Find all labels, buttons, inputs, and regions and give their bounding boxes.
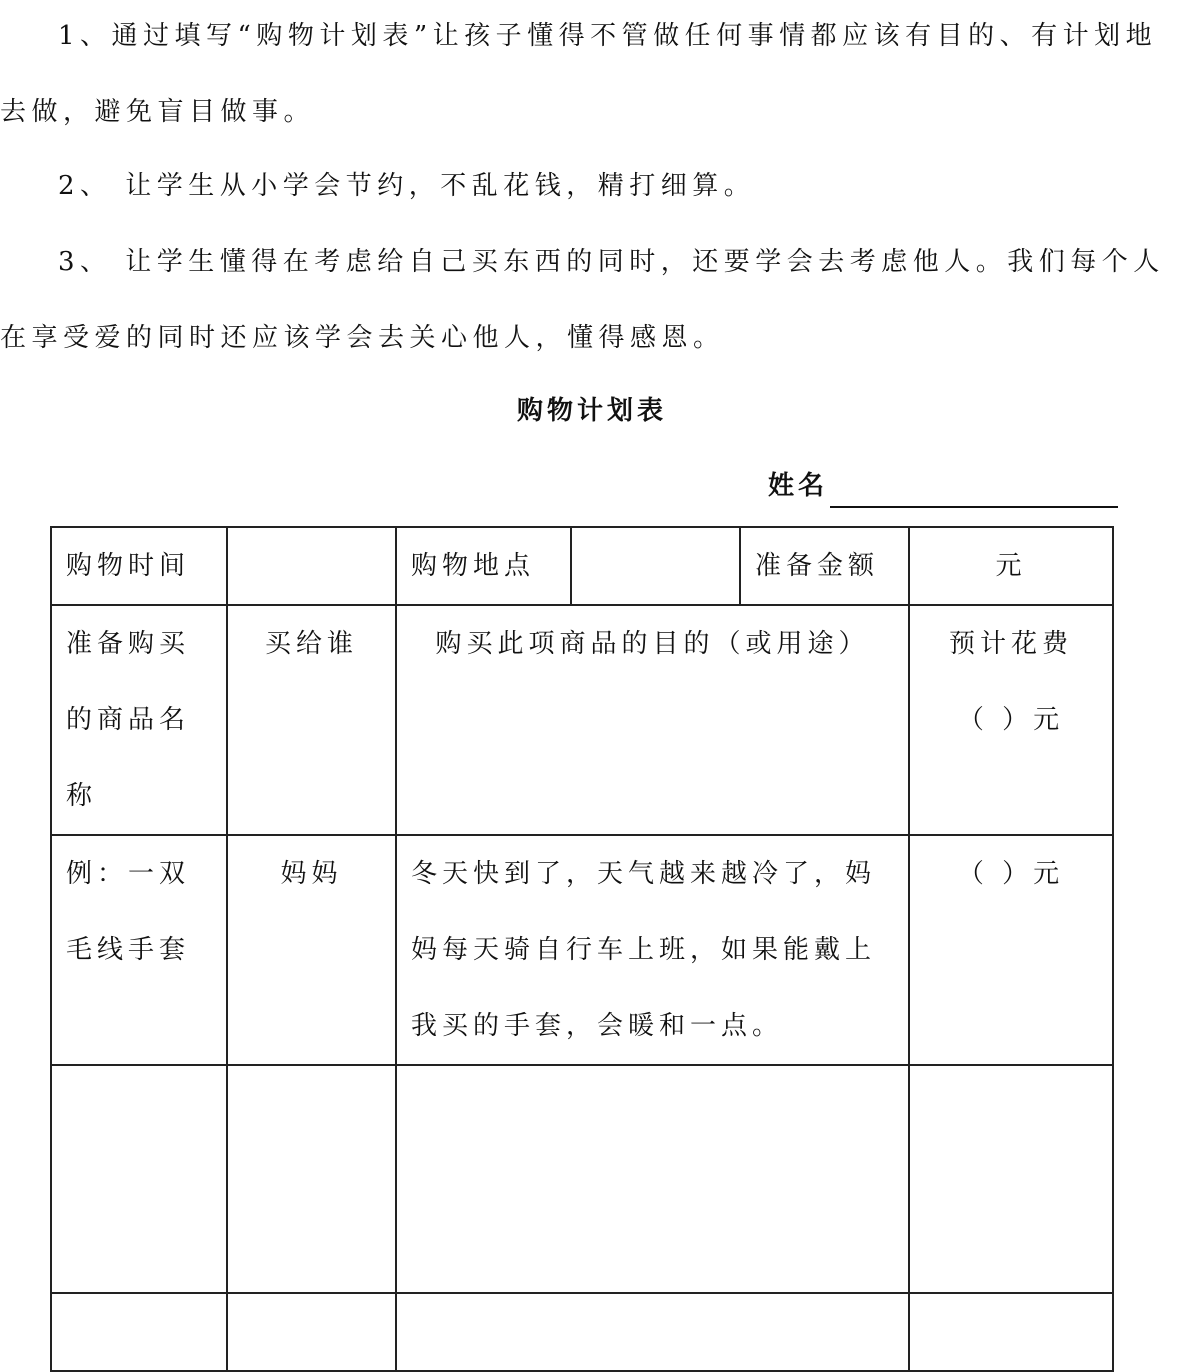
- blank-purpose-cell[interactable]: [396, 1065, 909, 1293]
- shopping-time-label: 购物时间: [51, 527, 227, 605]
- table-header-row: [51, 605, 1113, 835]
- blank-item-cell[interactable]: [51, 1065, 227, 1293]
- name-input-line[interactable]: [830, 466, 1118, 508]
- table-row: [51, 835, 1113, 1065]
- goal-paragraph-3: 3、 让学生懂得在考虑给自己买东西的同时，还要学会去考虑他人。我们每个人在享受爱的同时还应该学会去关心他人，懂得感恩。: [0, 247, 1165, 353]
- goal-paragraph-2: 2、 让学生从小学会节约，不乱花钱，精打细算。: [58, 171, 756, 201]
- table-row: [51, 527, 1113, 605]
- blank-cost-cell[interactable]: [909, 1065, 1113, 1293]
- cost-header-label: 预计花费: [948, 629, 1073, 659]
- table-row: [51, 1293, 1113, 1371]
- budget-cell[interactable]: 元: [909, 527, 1113, 605]
- item-name-header: 准备购买的商品名称: [51, 605, 227, 835]
- blank-purpose-cell[interactable]: [396, 1293, 909, 1371]
- example-item-cell: 例：一双毛线手套: [51, 835, 227, 1065]
- example-purpose-cell: 冬天快到了，天气越来越冷了，妈妈每天骑自行车上班，如果能戴上我买的手套，会暖和一点。: [396, 835, 909, 1065]
- shopping-place-cell[interactable]: [571, 527, 740, 605]
- goal-paragraph-1: 1、通过填写“购物计划表”让孩子懂得不管做任何事情都应该有目的、有计划地去做，避免盲目做事。: [0, 21, 1158, 127]
- form-title: 购物计划表: [516, 396, 667, 426]
- purpose-header: 购买此项商品的目的（或用途）: [396, 605, 909, 835]
- blank-item-cell[interactable]: [51, 1293, 227, 1371]
- shopping-plan-table: [50, 526, 1114, 1372]
- blank-for-whom-cell[interactable]: [227, 1293, 396, 1371]
- cost-header-unit: （ ）元: [957, 705, 1065, 735]
- blank-for-whom-cell[interactable]: [227, 1065, 396, 1293]
- budget-label: 准备金额: [740, 527, 909, 605]
- shopping-place-label: 购物地点: [396, 527, 571, 605]
- for-whom-header: 买给谁: [227, 605, 396, 835]
- example-for-whom-cell: 妈妈: [227, 835, 396, 1065]
- name-row: [768, 464, 1118, 508]
- table-row: [51, 1065, 1113, 1293]
- blank-cost-cell[interactable]: [909, 1293, 1113, 1371]
- name-label: 姓名: [768, 471, 829, 501]
- shopping-time-cell[interactable]: [227, 527, 396, 605]
- example-cost-cell: （ ）元: [909, 835, 1113, 1065]
- cost-header: [909, 605, 1113, 835]
